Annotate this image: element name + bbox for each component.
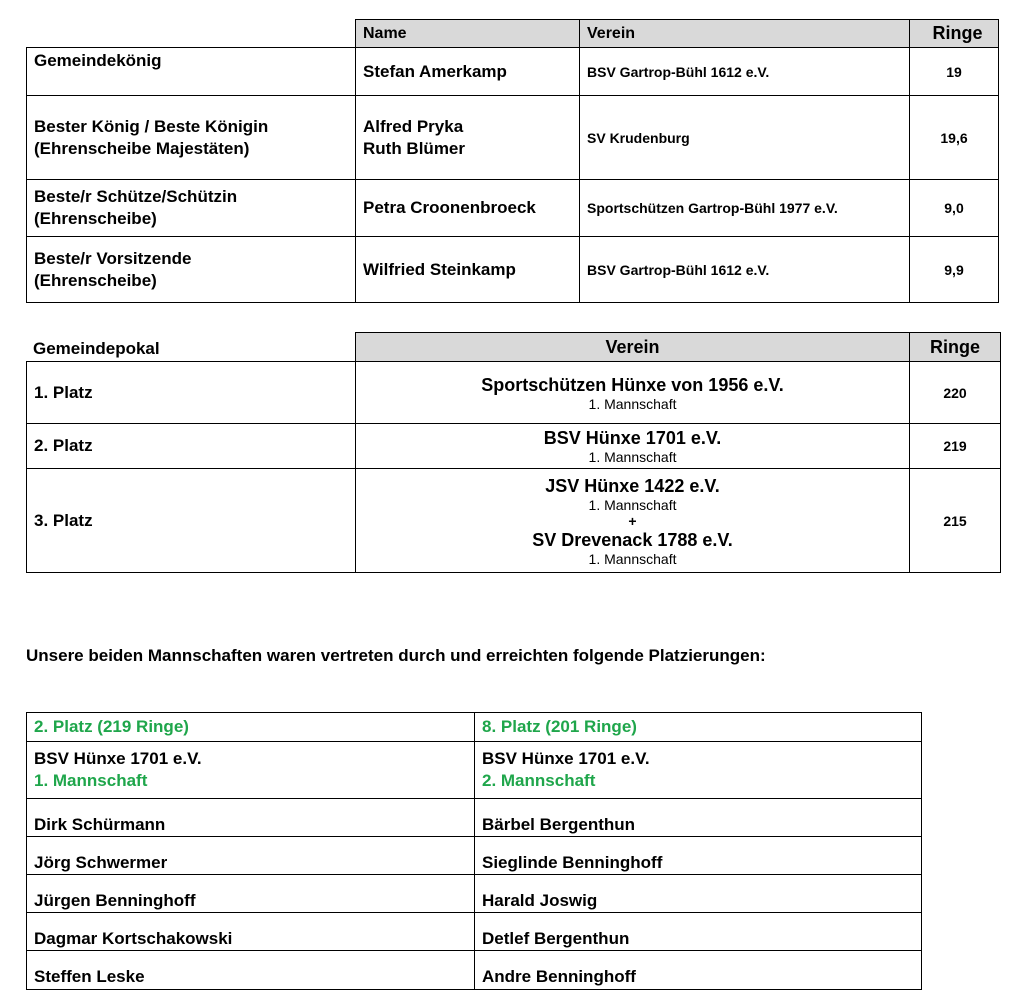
header-verein: Verein — [355, 332, 910, 362]
ringe-cell: 19 — [909, 47, 999, 96]
verein-cell: Sportschützen Gartrop-Bühl 1977 e.V. — [579, 179, 910, 237]
member-left: Steffen Leske — [26, 950, 475, 990]
name-cell: Petra Croonenbroeck — [355, 179, 580, 237]
club-team-right — [474, 741, 922, 799]
member-right: Andre Benninghoff — [474, 950, 922, 990]
platz-cell: 1. Platz — [26, 361, 356, 424]
member-right: Harald Joswig — [474, 874, 922, 913]
verein-cell: SV Krudenburg — [579, 95, 910, 180]
team-name: 1. Mannschaft — [34, 771, 148, 790]
category-cell — [26, 236, 356, 303]
club-name: BSV Hünxe 1701 e.V. — [34, 749, 202, 768]
verein-cell — [355, 468, 910, 573]
header-verein: Verein — [579, 19, 910, 48]
category-label: Bester König / Beste Königin — [34, 116, 269, 136]
member-left: Jörg Schwermer — [26, 836, 475, 875]
category-label: Beste/r Schütze/Schützin — [34, 187, 238, 206]
person-name: Ruth Blümer — [363, 138, 465, 158]
team-name: 1. Mannschaft — [588, 449, 677, 465]
club-name: SV Drevenack 1788 e.V. — [532, 529, 733, 550]
team-name: 1. Mannschaft — [588, 395, 677, 412]
placement-left: 2. Platz (219 Ringe) — [26, 712, 475, 742]
header-ringe: Ringe — [909, 332, 1001, 362]
verein-cell — [355, 361, 910, 424]
platz-cell: 3. Platz — [26, 468, 356, 573]
name-cell: Stefan Amerkamp — [355, 47, 580, 96]
club-name: Sportschützen Hünxe von 1956 e.V. — [481, 374, 784, 395]
plus-sign: + — [628, 512, 637, 529]
team-name: 2. Mannschaft — [482, 771, 596, 790]
category-cell — [26, 47, 356, 96]
club-name: JSV Hünxe 1422 e.V. — [545, 475, 720, 496]
platz-cell: 2. Platz — [26, 423, 356, 469]
intro-text: Unsere beiden Mannschaften waren vertreten durch und erreichten folgende Platzierungen: — [26, 646, 766, 665]
name-cell — [355, 95, 580, 180]
member-right: Sieglinde Benninghoff — [474, 836, 922, 875]
member-left: Dirk Schürmann — [26, 798, 475, 837]
header-ringe: Ringe — [909, 19, 999, 48]
category-label: Gemeindekönig — [34, 51, 162, 70]
club-name: BSV Hünxe 1701 e.V. — [482, 749, 650, 768]
member-left: Jürgen Benninghoff — [26, 874, 475, 913]
team-name: 1. Mannschaft — [588, 550, 677, 567]
member-right: Detlef Bergenthun — [474, 912, 922, 951]
ringe-cell: 9,0 — [909, 179, 999, 237]
member-left: Dagmar Kortschakowski — [26, 912, 475, 951]
team-name: 1. Mannschaft — [588, 496, 677, 513]
ringe-cell: 219 — [909, 423, 1001, 469]
category-cell — [26, 179, 356, 237]
club-name: BSV Hünxe 1701 e.V. — [543, 428, 722, 448]
member-right: Bärbel Bergenthun — [474, 798, 922, 837]
verein-cell — [355, 423, 910, 469]
table-title: Gemeindepokal — [33, 339, 160, 358]
ringe-cell: 19,6 — [909, 95, 999, 180]
category-sublabel: (Ehrenscheibe) — [34, 270, 157, 290]
category-label: Beste/r Vorsitzende — [34, 248, 192, 268]
verein-cell: BSV Gartrop-Bühl 1612 e.V. — [579, 47, 910, 96]
verein-cell: BSV Gartrop-Bühl 1612 e.V. — [579, 236, 910, 303]
placement-right: 8. Platz (201 Ringe) — [474, 712, 922, 742]
ringe-cell: 9,9 — [909, 236, 999, 303]
club-team-left — [26, 741, 475, 799]
category-sublabel: (Ehrenscheibe Majestäten) — [34, 138, 250, 158]
category-sublabel: (Ehrenscheibe) — [34, 209, 157, 228]
header-name: Name — [355, 19, 580, 48]
name-cell: Wilfried Steinkamp — [355, 236, 580, 303]
ringe-cell: 215 — [909, 468, 1001, 573]
person-name: Alfred Pryka — [363, 116, 464, 136]
category-cell — [26, 95, 356, 180]
ringe-cell: 220 — [909, 361, 1001, 424]
